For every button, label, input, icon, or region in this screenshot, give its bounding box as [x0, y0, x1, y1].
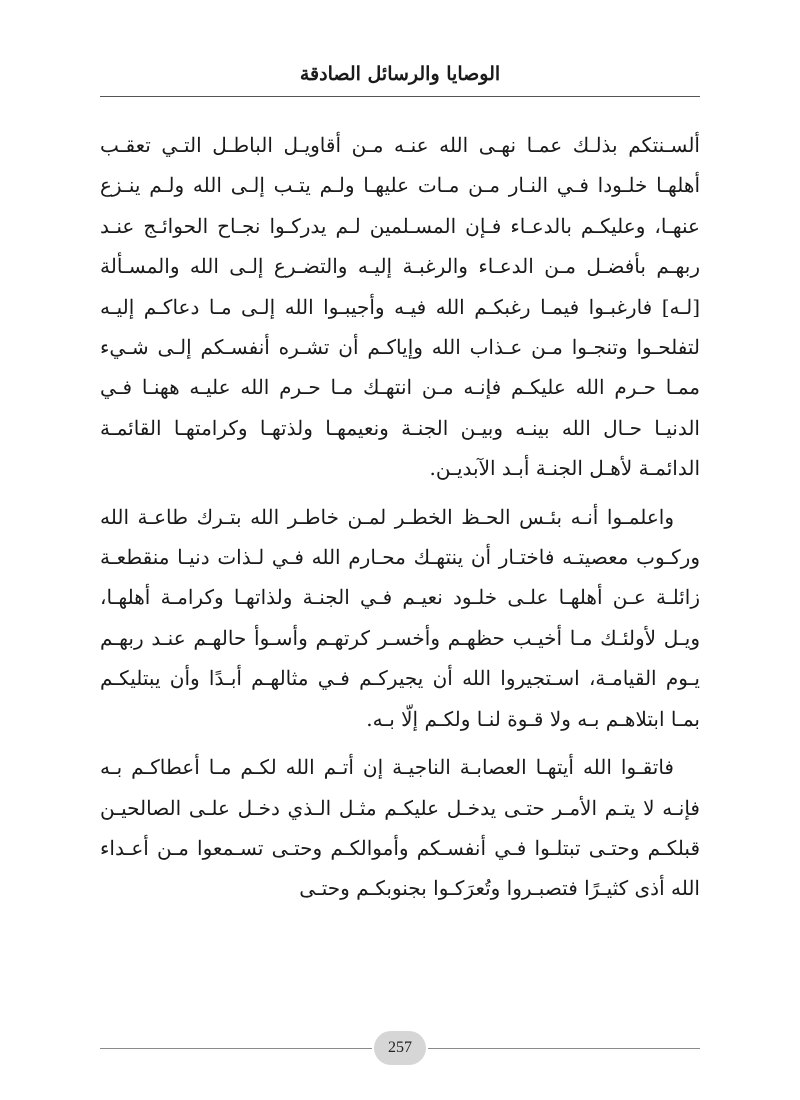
running-header-title: الوصايا والرسائل الصادقة: [299, 63, 501, 85]
footer-divider-right: [428, 1048, 700, 1049]
paragraph-1: ألسـنتكم بذلـك عمـا نهـى الله عنـه مـن أقاويـل الباطـل التـي تعقـب أهلهـا خلـودا فـي النـار مـن مـات عليهـا ولـم يتـب إلـى الله ولـم ينـزع عنهـا، وعليكـم بالدعـاء فـإن المسـلمين لـم يدركـوا نجـاح الحوائـج عنـد ربهـم بأفضـل مـن الدعـاء والرغبـة إليـه والتضـرع إلـى الله والمسـألة [لـه] فارغبـوا فيمـا رغبكـم الله فيـه وأجيبـوا الله إلـى مـا دعاكـم إليـه لتفلحـوا وتنجـوا مـن عـذاب الله وإياكـم أن تشـره أنفسـكم إلـى شـيء ممـا حـرم الله عليكـم فإنـه مـن انتهـك مـا حـرم الله عليـه ههنـا فـي الدنيـا حـال الله بينـه وبيـن الجنـة ونعيمهـا ولذتهـا وكرامتهـا القائمـة الدائمـة لأهـل الجنـة أبـد الآبديـن.: [100, 133, 700, 481]
paragraph-2: واعلمـوا أنـه بئـس الحـظ الخطـر لمـن خاطـر الله بتـرك طاعـة الله وركـوب معصيتـه فاختـار أن ينتهـك محـارم الله فـي لـذات دنيـا منقطعـة زائلـة عـن أهلهـا علـى خلـود نعيـم فـي الجنـة ولذاتهـا وكرامـة أهلهـا، ويـل لأولئـك مـا أخيـب حظهـم وأخسـر كرتهـم وأسـوأ حالهـم عنـد ربهـم يـوم القيامـة، اسـتجيروا الله أن يجيركـم فـي مثالهـم أبـدًا وأن يبتليكـم بمـا ابتلاهـم بـه ولا قـوة لنـا ولكـم إلّا بـه.: [100, 504, 700, 731]
header-divider: [100, 96, 700, 97]
page-number-badge: 257: [374, 1031, 426, 1065]
page-body: [100, 125, 700, 917]
footer-divider-left: [100, 1048, 372, 1049]
paragraph-3: فاتقـوا الله أيتهـا العصابـة الناجيـة إن أتـم الله لكـم مـا أعطاكـم بـه فإنـه لا يتـم الأمـر حتـى يدخـل عليكـم مثـل الـذي دخـل علـى الصالحيـن قبلكـم وحتـى تبتلـوا فـي أنفسـكم وأموالكـم وحتـى تسـمعوا مـن أعـداء الله أذى كثيـرًا فتصبـروا وتُعرَكـوا بجنوبكـم وحتـى: [100, 755, 700, 901]
